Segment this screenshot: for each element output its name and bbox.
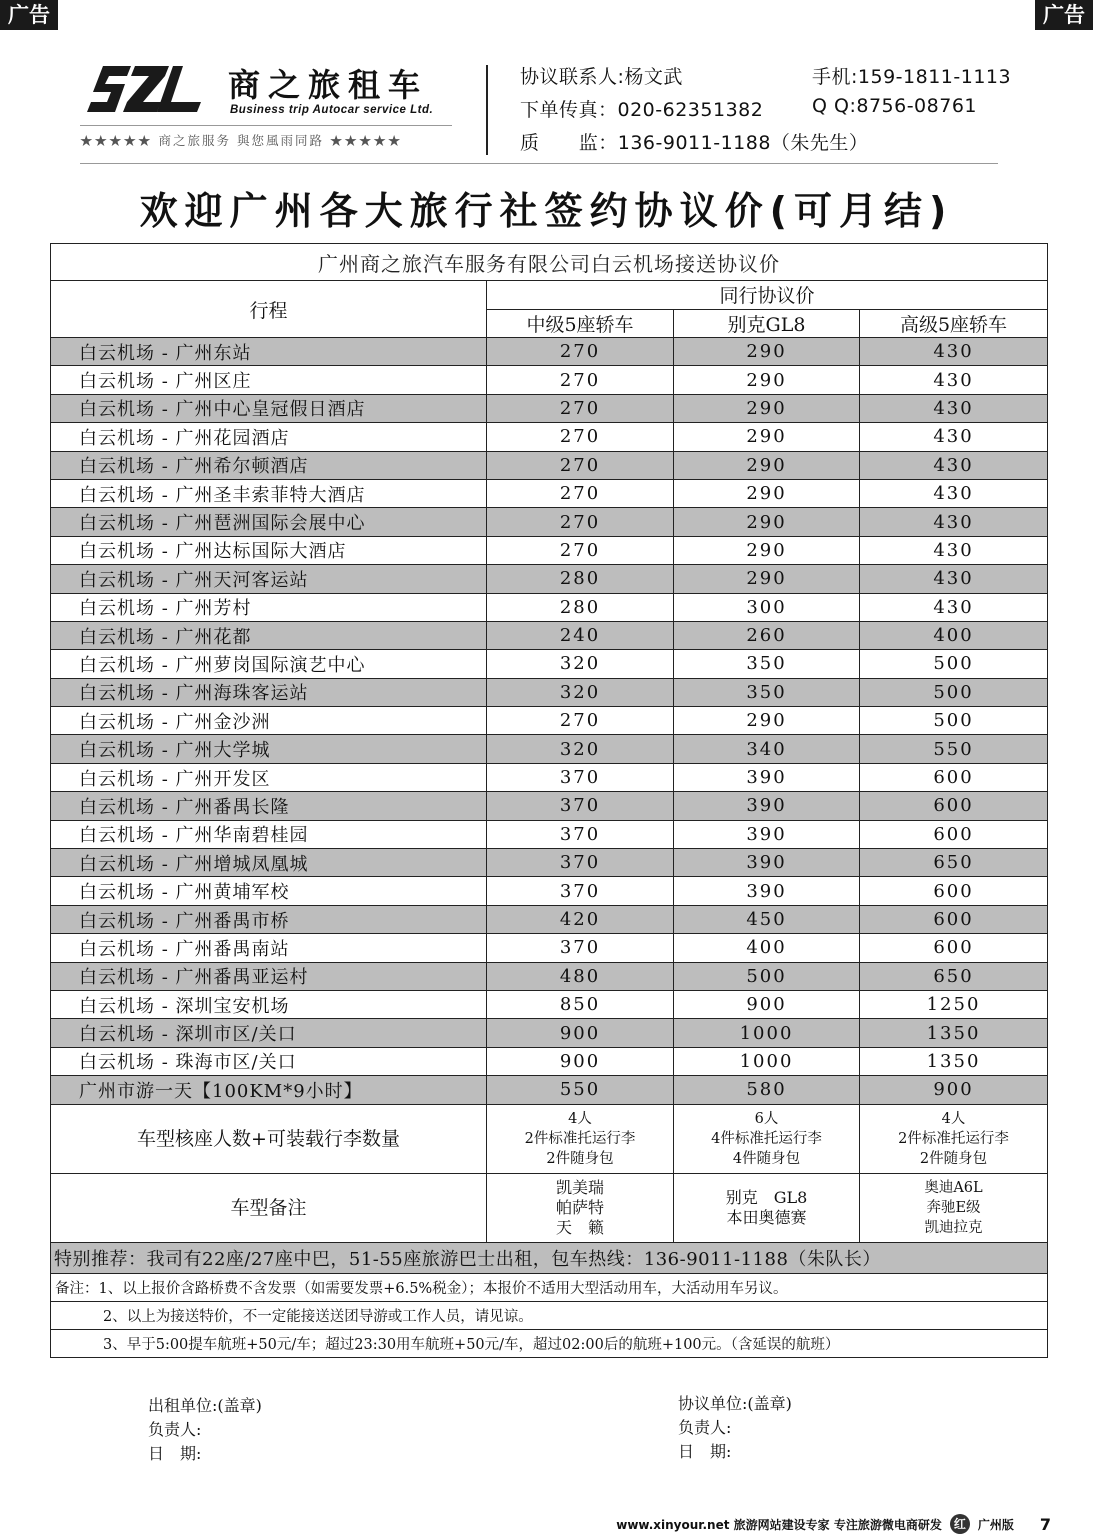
- route-cell: 白云机场 - 广州东站: [51, 338, 487, 366]
- price-mid-sedan: 270: [487, 451, 674, 479]
- price-premium-sedan: 1250: [860, 990, 1048, 1018]
- table-row: [51, 338, 1048, 366]
- price-premium-sedan: 600: [860, 905, 1048, 933]
- table-row: [51, 735, 1048, 763]
- signature-lessor: [148, 1394, 262, 1466]
- price-mid-sedan: 370: [487, 877, 674, 905]
- price-gl8: 390: [674, 792, 860, 820]
- price-mid-sedan: 270: [487, 338, 674, 366]
- price-table: [50, 243, 1048, 1358]
- table-row: [51, 479, 1048, 507]
- model-line: 本田奥德赛: [726, 1207, 807, 1227]
- footer-edition: 广州版: [977, 1517, 1014, 1532]
- price-premium-sedan: 430: [860, 565, 1048, 593]
- capacity-line: 4人: [568, 1110, 592, 1127]
- price-premium-sedan: 430: [860, 423, 1048, 451]
- price-premium-sedan: 430: [860, 366, 1048, 394]
- price-premium-sedan: 430: [860, 451, 1048, 479]
- route-cell: 白云机场 - 广州希尔顿酒店: [51, 451, 487, 479]
- price-mid-sedan: 370: [487, 820, 674, 848]
- price-mid-sedan: 550: [487, 1076, 674, 1104]
- price-mid-sedan: 270: [487, 508, 674, 536]
- route-cell: 白云机场 - 广州达标国际大酒店: [51, 536, 487, 564]
- table-row: [51, 792, 1048, 820]
- price-premium-sedan: 430: [860, 536, 1048, 564]
- table-caption: 广州商之旅汽车服务有限公司白云机场接送协议价: [51, 244, 1048, 281]
- capacity-line: 6人: [754, 1110, 779, 1127]
- route-cell: 白云机场 - 广州大学城: [51, 735, 487, 763]
- price-premium-sedan: 650: [860, 849, 1048, 877]
- price-premium-sedan: 500: [860, 650, 1048, 678]
- table-row: [51, 423, 1048, 451]
- models-label: 车型备注: [51, 1173, 487, 1242]
- ad-tag-left: 广告: [0, 0, 58, 30]
- table-row: [51, 1076, 1048, 1104]
- price-mid-sedan: 850: [487, 990, 674, 1018]
- logo-stroke-s: [87, 66, 131, 112]
- models-premium-sedan: [860, 1173, 1048, 1242]
- capacity-label: 车型核座人数+可装载行李数量: [51, 1104, 487, 1173]
- contact-fax: 下单传真：020-62351382: [520, 99, 764, 121]
- route-cell: 白云机场 - 广州萝岗国际演艺中心: [51, 650, 487, 678]
- price-gl8: 290: [674, 707, 860, 735]
- table-row: [51, 934, 1048, 962]
- footer-site: www.xinyour.net 旅游网站建设专家 专注旅游微电商研发: [616, 1517, 942, 1532]
- brand-slogan: ★★★★★ 商之旅服务 與您風雨同路 ★★★★★: [80, 133, 403, 148]
- signature-party: [678, 1392, 792, 1464]
- route-cell: 白云机场 - 广州金沙洲: [51, 707, 487, 735]
- price-mid-sedan: 270: [487, 423, 674, 451]
- price-mid-sedan: 280: [487, 565, 674, 593]
- price-mid-sedan: 420: [487, 905, 674, 933]
- route-cell: 白云机场 - 广州开发区: [51, 763, 487, 791]
- route-cell: 白云机场 - 广州黄埔军校: [51, 877, 487, 905]
- route-cell: 白云机场 - 广州华南碧桂园: [51, 820, 487, 848]
- page-title: 欢迎广州各大旅行社签约协议价(可月结): [139, 189, 954, 233]
- price-gl8: 290: [674, 423, 860, 451]
- table-row: [51, 905, 1048, 933]
- model-line: 奥迪A6L: [924, 1179, 983, 1196]
- contact-person: 协议联系人:杨文武: [520, 66, 683, 88]
- price-gl8: 400: [674, 934, 860, 962]
- capacity-line: 4件标准托运行李: [711, 1130, 822, 1147]
- price-premium-sedan: 600: [860, 877, 1048, 905]
- header-divider: [486, 65, 488, 155]
- price-mid-sedan: 270: [487, 479, 674, 507]
- price-mid-sedan: 370: [487, 934, 674, 962]
- signature-line: 协议单位:(盖章): [678, 1394, 792, 1413]
- price-premium-sedan: 600: [860, 763, 1048, 791]
- route-cell: 白云机场 - 广州中心皇冠假日酒店: [51, 394, 487, 422]
- route-cell: 白云机场 - 广州圣丰索菲特大酒店: [51, 479, 487, 507]
- price-gl8: 580: [674, 1076, 860, 1104]
- signature-line: 出租单位:(盖章): [148, 1396, 262, 1415]
- price-premium-sedan: 430: [860, 508, 1048, 536]
- route-cell: 白云机场 - 广州番禺市桥: [51, 905, 487, 933]
- model-line: 别克 GL8: [725, 1187, 808, 1207]
- price-mid-sedan: 320: [487, 650, 674, 678]
- price-mid-sedan: 270: [487, 366, 674, 394]
- table-row: [51, 394, 1048, 422]
- price-mid-sedan: 370: [487, 849, 674, 877]
- price-gl8: 340: [674, 735, 860, 763]
- route-cell: 白云机场 - 广州天河客运站: [51, 565, 487, 593]
- table-row: [51, 707, 1048, 735]
- group-header: 同行协议价: [487, 281, 1048, 310]
- ad-tag-right: 广告: [1035, 0, 1093, 30]
- model-line: 凯迪拉克: [924, 1219, 983, 1236]
- capacity-mid-sedan: [487, 1104, 674, 1173]
- price-gl8: 350: [674, 678, 860, 706]
- price-gl8: 290: [674, 394, 860, 422]
- page-number: 7: [1039, 1514, 1051, 1534]
- special-recommendation: 特别推荐：我司有22座/27座中巴，51-55座旅游巴士出租，包车热线：136-9011-1188（朱队长）: [51, 1242, 1048, 1273]
- brand-rule: [80, 125, 452, 126]
- price-gl8: 500: [674, 962, 860, 990]
- capacity-line: 2件标准托运行李: [898, 1130, 1009, 1147]
- price-gl8: 390: [674, 877, 860, 905]
- model-line: 天 籁: [555, 1217, 604, 1237]
- route-cell: 白云机场 - 广州区庄: [51, 366, 487, 394]
- price-gl8: 290: [674, 451, 860, 479]
- route-cell: 白云机场 - 广州增城凤凰城: [51, 849, 487, 877]
- table-row: [51, 593, 1048, 621]
- price-mid-sedan: 280: [487, 593, 674, 621]
- table-row: [51, 536, 1048, 564]
- route-cell: 白云机场 - 深圳宝安机场: [51, 990, 487, 1018]
- table-row: [51, 650, 1048, 678]
- route-cell: 白云机场 - 广州芳村: [51, 593, 487, 621]
- brand-name: 商之旅租车: [228, 66, 429, 104]
- table-row: [51, 820, 1048, 848]
- model-line: 凯美瑞: [555, 1177, 604, 1197]
- table-row: [51, 1019, 1048, 1047]
- route-cell: 白云机场 - 广州琶洲国际会展中心: [51, 508, 487, 536]
- footer-badge-icon: 红: [950, 1514, 970, 1534]
- price-gl8: 300: [674, 593, 860, 621]
- price-mid-sedan: 320: [487, 678, 674, 706]
- contact-mobile: 手机:159-1811-1113: [812, 66, 1012, 88]
- price-gl8: 290: [674, 565, 860, 593]
- capacity-line: 2件标准托运行李: [524, 1130, 636, 1147]
- capacity-premium-sedan: [860, 1104, 1048, 1173]
- price-mid-sedan: 900: [487, 1047, 674, 1075]
- capacity-line: 4件随身包: [732, 1150, 801, 1167]
- capacity-line: 2件随身包: [546, 1150, 614, 1167]
- price-premium-sedan: 650: [860, 962, 1048, 990]
- remark-1: 备注：1、以上报价含路桥费不含发票（如需要发票+6.5%税金）；本报价不适用大型活动用车，大活动用车另议。: [51, 1273, 1048, 1301]
- price-premium-sedan: 900: [860, 1076, 1048, 1104]
- price-premium-sedan: 500: [860, 678, 1048, 706]
- table-row: [51, 621, 1048, 649]
- route-cell: 白云机场 - 深圳市区/关口: [51, 1019, 487, 1047]
- route-cell: 白云机场 - 珠海市区/关口: [51, 1047, 487, 1075]
- price-gl8: 290: [674, 366, 860, 394]
- price-gl8: 290: [674, 479, 860, 507]
- models-gl8: [674, 1173, 860, 1242]
- price-mid-sedan: 370: [487, 792, 674, 820]
- capacity-line: 4人: [941, 1110, 966, 1127]
- signature-line: 日 期:: [148, 1444, 202, 1463]
- price-gl8: 290: [674, 536, 860, 564]
- route-cell: 白云机场 - 广州番禺南站: [51, 934, 487, 962]
- price-gl8: 290: [674, 508, 860, 536]
- price-mid-sedan: 320: [487, 735, 674, 763]
- route-header: 行程: [51, 281, 487, 338]
- price-premium-sedan: 600: [860, 820, 1048, 848]
- price-premium-sedan: 500: [860, 707, 1048, 735]
- price-premium-sedan: 1350: [860, 1047, 1048, 1075]
- price-premium-sedan: 600: [860, 792, 1048, 820]
- col-header-mid-sedan: 中级5座轿车: [487, 309, 674, 338]
- contact-qq: Q Q:8756-08761: [812, 95, 978, 117]
- logo-mark: [85, 62, 203, 118]
- price-gl8: 350: [674, 650, 860, 678]
- price-gl8: 290: [674, 338, 860, 366]
- price-gl8: 1000: [674, 1047, 860, 1075]
- remark-2: 2、以上为接送特价，不一定能接送送团导游或工作人员，请见谅。: [51, 1301, 1048, 1329]
- table-row: [51, 849, 1048, 877]
- header-rule: [80, 163, 998, 164]
- route-cell: 白云机场 - 广州番禺长隆: [51, 792, 487, 820]
- price-premium-sedan: 430: [860, 479, 1048, 507]
- col-header-premium-sedan: 高级5座轿车: [860, 309, 1048, 338]
- signature-line: 负责人:: [678, 1418, 732, 1437]
- route-cell: 白云机场 - 广州番禺亚运村: [51, 962, 487, 990]
- price-gl8: 260: [674, 621, 860, 649]
- price-mid-sedan: 270: [487, 394, 674, 422]
- price-gl8: 450: [674, 905, 860, 933]
- price-mid-sedan: 240: [487, 621, 674, 649]
- price-gl8: 390: [674, 763, 860, 791]
- price-premium-sedan: 600: [860, 934, 1048, 962]
- col-header-gl8: 别克GL8: [674, 309, 860, 338]
- table-row: [51, 962, 1048, 990]
- signature-line: 负责人:: [148, 1420, 202, 1439]
- models-mid-sedan: [487, 1173, 674, 1242]
- price-premium-sedan: 1350: [860, 1019, 1048, 1047]
- table-row: [51, 990, 1048, 1018]
- route-cell: 白云机场 - 广州花都: [51, 621, 487, 649]
- price-mid-sedan: 270: [487, 707, 674, 735]
- signature-line: 日 期:: [678, 1442, 732, 1461]
- table-row: [51, 451, 1048, 479]
- route-cell: 白云机场 - 广州海珠客运站: [51, 678, 487, 706]
- contact-supervision: 质 监：136-9011-1188（朱先生）: [520, 132, 869, 154]
- price-gl8: 900: [674, 990, 860, 1018]
- price-premium-sedan: 430: [860, 394, 1048, 422]
- price-mid-sedan: 480: [487, 962, 674, 990]
- page-footer: [616, 1514, 1051, 1534]
- price-gl8: 390: [674, 849, 860, 877]
- remark-3: 3、早于5:00提车航班+50元/车；超过23:30用车航班+50元/车，超过02:00后的航班+100元。（含延误的航班）: [51, 1329, 1048, 1357]
- price-mid-sedan: 270: [487, 536, 674, 564]
- route-cell: 白云机场 - 广州花园酒店: [51, 423, 487, 451]
- model-line: 奔驰E级: [926, 1199, 981, 1216]
- brand-subtitle: Business trip Autocar service Ltd.: [230, 104, 434, 116]
- table-row: [51, 1047, 1048, 1075]
- price-premium-sedan: 430: [860, 593, 1048, 621]
- table-row: [51, 366, 1048, 394]
- capacity-line: 2件随身包: [919, 1150, 988, 1167]
- table-row: [51, 678, 1048, 706]
- model-line: 帕萨特: [555, 1197, 604, 1217]
- price-gl8: 1000: [674, 1019, 860, 1047]
- table-row: [51, 877, 1048, 905]
- table-row: [51, 508, 1048, 536]
- capacity-gl8: [674, 1104, 860, 1173]
- price-mid-sedan: 370: [487, 763, 674, 791]
- price-premium-sedan: 430: [860, 338, 1048, 366]
- price-premium-sedan: 400: [860, 621, 1048, 649]
- price-rows: [51, 338, 1048, 1105]
- price-mid-sedan: 900: [487, 1019, 674, 1047]
- table-row: [51, 565, 1048, 593]
- price-gl8: 390: [674, 820, 860, 848]
- table-row: [51, 763, 1048, 791]
- route-cell: 广州市游一天【100KM*9小时】: [51, 1076, 487, 1104]
- price-premium-sedan: 550: [860, 735, 1048, 763]
